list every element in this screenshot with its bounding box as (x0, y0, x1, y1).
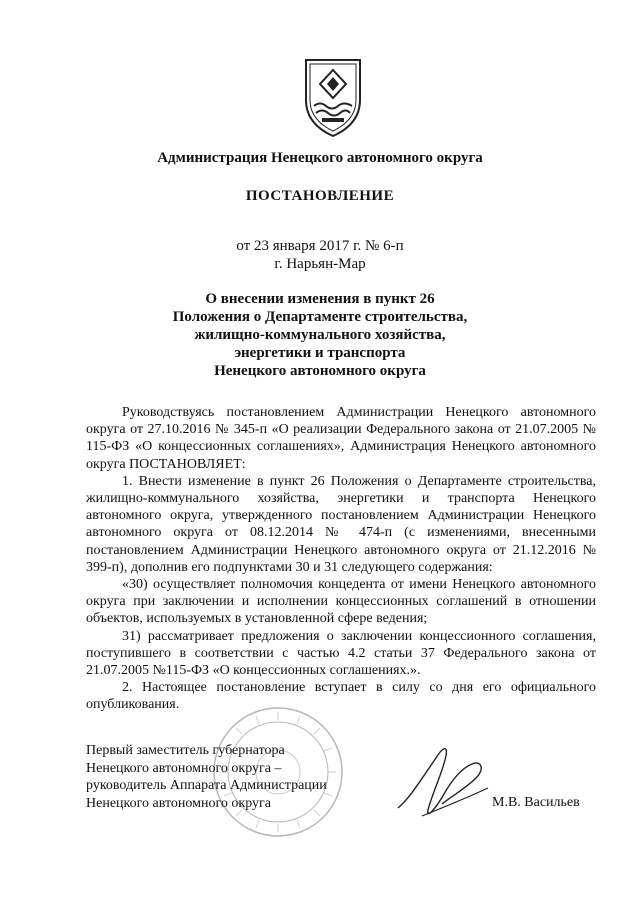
title-line: энергетики и транспорта (234, 345, 406, 361)
signatory-position-line: Первый заместитель губернатора (86, 743, 285, 758)
city: г. Нарьян-Мар (274, 256, 366, 272)
signatory-position-line: руководитель Аппарата Администрации (86, 778, 327, 793)
signatory-position-line: Ненецкого автономного округа (86, 795, 271, 811)
signatory-position-line: Ненецкого автономного округа – (86, 760, 282, 776)
coat-of-arms-icon (300, 56, 366, 140)
title-line: жилищно-коммунального хозяйства, (194, 327, 446, 343)
handwritten-signature (392, 738, 492, 824)
paragraph-subitem-30: «30) осуществляет полномочия концедента от имени Ненецкого автономного округа при заключении и исполнении концессионных соглашений в отношении объектов, используемых в установленной сфере ведения; (86, 577, 596, 627)
document-body (86, 404, 596, 714)
document-type: ПОСТАНОВЛЕНИЕ (245, 188, 395, 204)
title-line: Ненецкого автономного округа (214, 363, 426, 379)
paragraph-preamble: Руководствуясь постановлением Администрации Ненецкого автономного округа от 27.10.2016 № 345-п «О реализации Федерального закона от 21.07.2005 № 115-ФЗ «О концессионных соглашениях», Администрация Ненецкого автономного округа ПОСТАНОВЛЯЕТ: (86, 405, 596, 472)
title-line: О внесении изменения в пункт 26 (205, 291, 435, 307)
document-title (0, 290, 640, 380)
title-line: Положения о Департаменте строительства, (172, 309, 468, 325)
organization-name: Администрация Ненецкого автономного округа (157, 150, 483, 166)
paragraph-item-2: 2. Настоящее постановление вступает в силу со дня его официального опубликования. (86, 680, 596, 713)
paragraph-item-1: 1. Внести изменение в пункт 26 Положения о Департаменте строительства, жилищно-коммунального хозяйства, энергетики и транспорта Ненецкого автономного округа, утвержденного постановлением Администрации Ненецкого автономного округа от 08.12.2014 № 474-п (с изменениями, внесенными постановлением Администрации Ненецкого автономного округа от 21.12.2016 № 399-п), дополнив его подпунктами 30 и 31 следующего содержания: (86, 473, 596, 575)
date-and-number: от 23 января 2017 г. № 6-п (236, 238, 404, 254)
signatory-name: М.В. Васильев (492, 795, 580, 810)
signatory-position (86, 742, 327, 812)
paragraph-subitem-31: 31) рассматривает предложения о заключении концессионного соглашения, поступившего в соответствии с частью 4.2 статьи 37 Федерального закона от 21.07.2005 №115-ФЗ «О концессионных соглашениях.». (86, 628, 596, 679)
